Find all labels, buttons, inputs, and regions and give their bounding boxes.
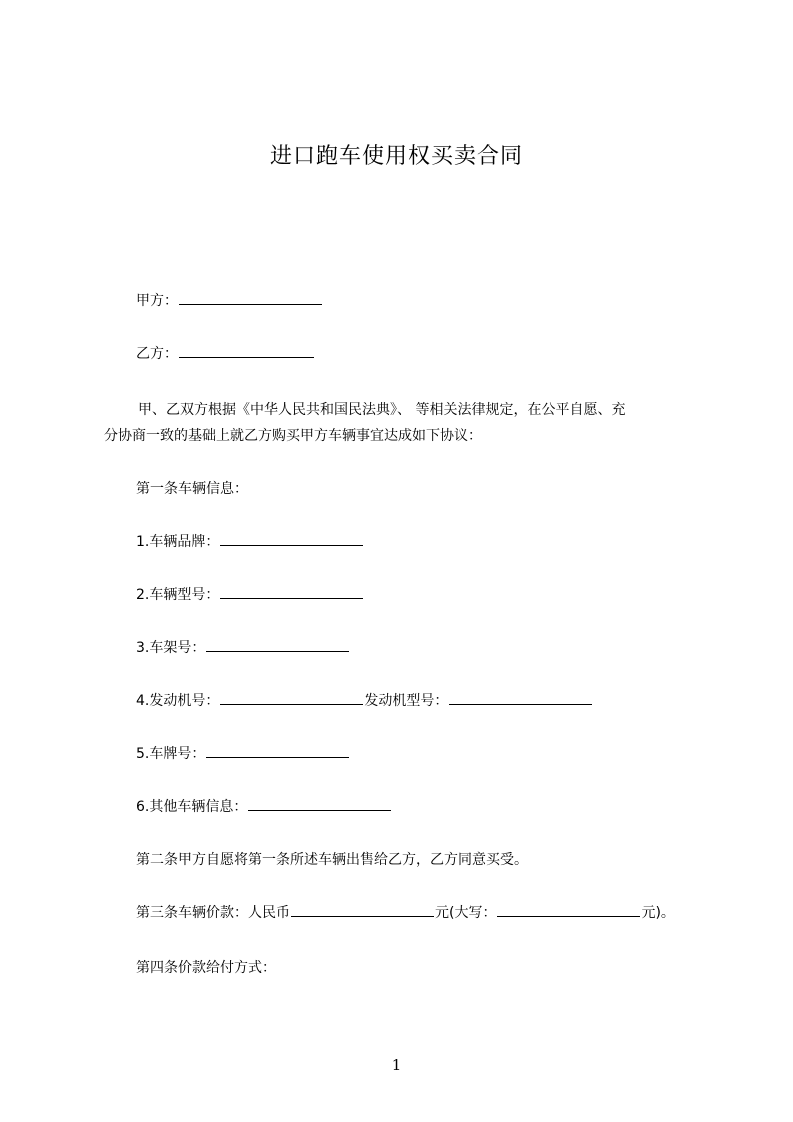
vehicle-model-line	[136, 585, 364, 605]
party-b-label: 乙方：	[136, 346, 178, 362]
engine-number-label: 4.发动机号：	[136, 693, 220, 709]
article-3-mid: 元(大写：	[435, 905, 497, 921]
article-3-line	[136, 903, 675, 923]
engine-model-label: 发动机型号：	[364, 693, 449, 709]
article-3-prefix: 第三条车辆价款：人民币	[136, 905, 290, 921]
engine-number-line	[136, 691, 593, 711]
article-3-suffix: 元)。	[641, 905, 675, 921]
party-b-blank	[179, 344, 314, 358]
vehicle-brand-blank	[220, 532, 363, 546]
party-a-label: 甲方：	[136, 293, 178, 309]
price-number-blank	[291, 903, 434, 917]
price-words-blank	[497, 903, 640, 917]
document-title: 进口跑车使用权买卖合同	[269, 144, 523, 169]
frame-number-line	[136, 638, 350, 658]
vehicle-model-label: 2.车辆型号：	[136, 587, 220, 603]
frame-number-label: 3.车架号：	[136, 640, 206, 656]
frame-number-blank	[206, 638, 349, 652]
plate-number-blank	[206, 744, 349, 758]
vehicle-brand-label: 1.车辆品牌：	[136, 534, 220, 550]
other-info-line	[136, 797, 392, 817]
party-a-blank	[179, 291, 322, 305]
preamble-paragraph	[104, 397, 704, 449]
other-info-blank	[248, 797, 391, 811]
engine-model-blank	[449, 691, 592, 705]
article-1-heading: 第一条车辆信息：	[136, 481, 248, 497]
engine-number-blank	[220, 691, 363, 705]
plate-number-label: 5.车牌号：	[136, 746, 206, 762]
preamble-line-1: 甲、乙双方根据《中华人民共和国民法典》、 等相关法律规定，在公平自愿、充	[138, 402, 626, 418]
plate-number-line	[136, 744, 350, 764]
article-2-text: 第二条甲方自愿将第一条所述车辆出售给乙方，乙方同意买受。	[136, 852, 528, 868]
other-info-label: 6.其他车辆信息：	[136, 799, 248, 815]
party-a-line	[136, 291, 323, 311]
article-4-heading: 第四条价款给付方式：	[136, 960, 276, 976]
vehicle-brand-line	[136, 532, 364, 552]
party-b-line	[136, 344, 315, 364]
preamble-line-2: 分协商一致的基础上就乙方购买甲方车辆事宜达成如下协议：	[104, 428, 482, 444]
page-number: 1	[391, 1056, 402, 1074]
vehicle-model-blank	[220, 585, 363, 599]
